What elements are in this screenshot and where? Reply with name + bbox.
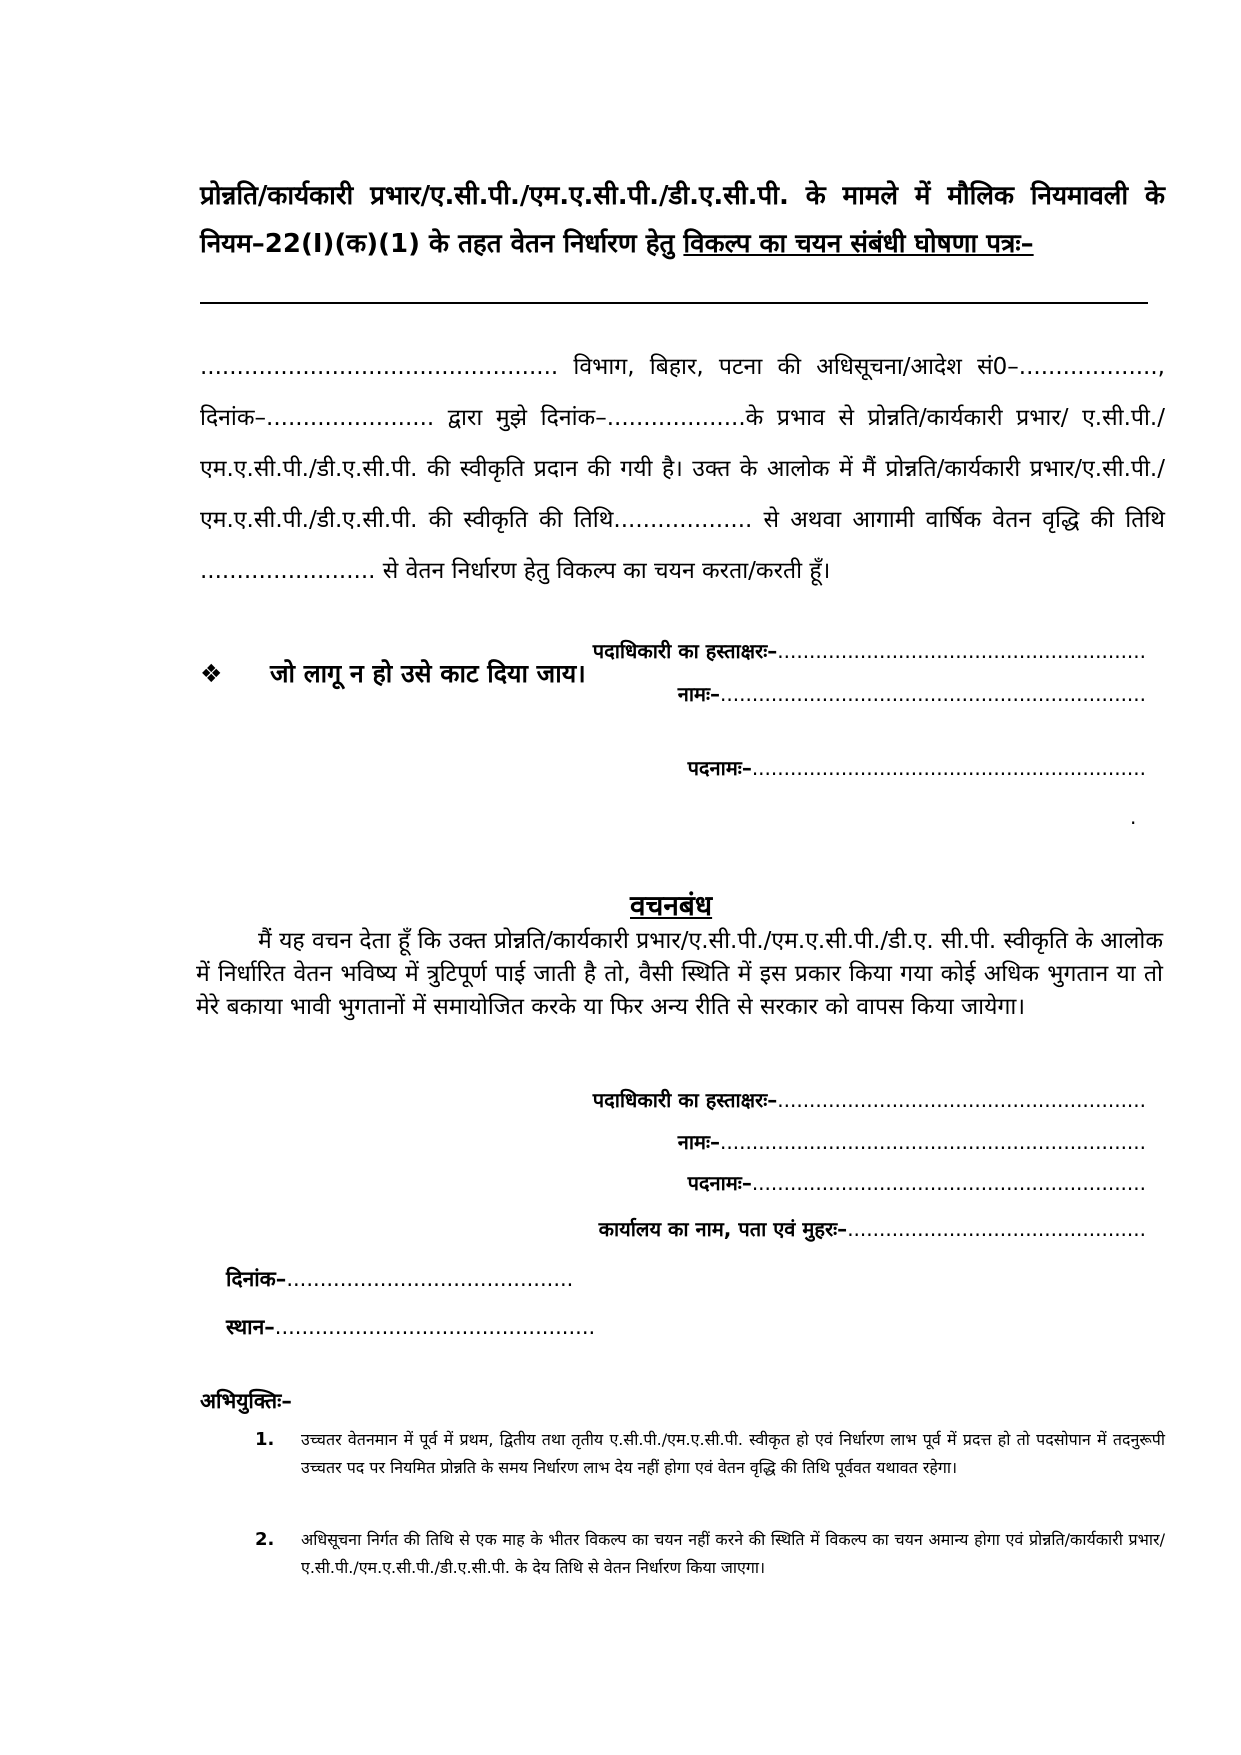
- undertaking-text: मैं यह वचन देता हूँ कि उक्त प्रोन्नति/कार्यकारी प्रभार/ए.सी.पी./एम.ए.सी.पी./डी.ए. सी.पी. स्वीकृति के आलोक में निर्धारित वेतन भविष्य में त्रुटिपूर्ण पाई जाती है तो, वैसी स्थिति में इस प्रकार किया गया कोई अधिक भुगतान या तो मेरे बकाया भावी भुगतानों में समायोजित करके या फिर अन्य रीति से सरकार को वापस किया जायेगा।: [196, 928, 1163, 1020]
- place-line: [226, 1313, 595, 1341]
- title-line-2: विकल्प का चयन संबंधी घोषणा पत्रः–: [683, 229, 1034, 259]
- date-label: दिनांक–: [226, 1267, 287, 1291]
- office-label: कार्यालय का नाम, पता एवं मुहरः–: [598, 1217, 848, 1241]
- diamond-bullet-icon: ❖: [200, 659, 223, 688]
- officer-designation-line-2: [688, 1169, 1146, 1196]
- remark-text: उच्चतर वेतनमान में पूर्व में प्रथम, द्वितीय तथा तृतीय ए.सी.पी./एम.ए.सी.पी. स्वीकृत हो एवं निर्धारण लाभ पूर्व में प्रदत्त हो तो पदसोपान में तदनुरूपी उच्चतर पद पर नियमित प्रोन्नति के समय निर्धारण लाभ देय नहीं होगा एवं वेतन वृद्धि की तिथि पूर्ववत यथावत रहेगा।: [301, 1430, 1165, 1477]
- remark-item: [255, 1526, 1165, 1582]
- note-text: जो लागू न हो उसे काट दिया जाय।: [270, 659, 586, 688]
- remark-number: 2.: [255, 1529, 275, 1550]
- remark-text: अधिसूचना निर्गत की तिथि से एक माह के भीतर विकल्प का चयन नहीं करने की स्थिति में विकल्प का चयन अमान्य होगा एवं प्रोन्नति/कार्यकारी प्रभार/ए.सी.पी./एम.ए.सी.पी./डी.ए.सी.पी. के देय तिथि से वेतन निर्धारण किया जाएगा।: [301, 1530, 1165, 1577]
- undertaking-title: वचनबंध: [630, 889, 713, 922]
- remark-number: 1.: [255, 1429, 275, 1450]
- officer-name-line-2: [678, 1128, 1146, 1155]
- title-line-1: प्रोन्नति/कार्यकारी प्रभार/ए.सी.पी./एम.ए.सी.पी./डी.ए.सी.पी. के मामले में मौलिक नियमावली के नियम–22(I)(क)(1) के तहत वेतन निर्धारण हेतु: [200, 181, 1165, 259]
- page-title: [200, 172, 1165, 268]
- remarks-label: अभियुक्तिः–: [200, 1389, 292, 1413]
- designation-blank: ..............................................................: [751, 1171, 1146, 1195]
- designation-blank: ..............................................................: [751, 756, 1146, 780]
- office-blank: ...............................................: [847, 1217, 1146, 1241]
- signature-label: पदाधिकारी का हस्ताक्षरः–: [592, 1088, 778, 1112]
- remark-item: [255, 1426, 1165, 1482]
- declaration-paragraph: [200, 342, 1165, 597]
- officer-signature-line-2: [593, 1086, 1146, 1113]
- officer-name-line-1: [678, 680, 1146, 707]
- title-underline-rule: [200, 302, 1148, 304]
- designation-label: पदनामः–: [687, 1171, 752, 1195]
- deletion-note: [200, 656, 586, 690]
- officer-designation-line-1: [688, 754, 1146, 781]
- place-label: स्थान–: [226, 1315, 275, 1339]
- name-blank: ...................................................................: [720, 682, 1146, 706]
- officer-signature-line-1: [593, 637, 1146, 664]
- signature-blank: ..........................................................: [777, 639, 1146, 663]
- office-seal-line: [599, 1215, 1146, 1242]
- name-blank: ...................................................................: [720, 1130, 1146, 1154]
- date-blank: ...........................................: [286, 1267, 574, 1291]
- signature-blank: ..........................................................: [777, 1088, 1146, 1112]
- designation-label: पदनामः–: [687, 756, 752, 780]
- name-label: नामः–: [677, 682, 721, 706]
- signature-label: पदाधिकारी का हस्ताक्षरः–: [592, 639, 778, 663]
- date-line: [226, 1265, 573, 1293]
- stray-mark: .: [1130, 805, 1137, 829]
- declaration-text: ................................................. विभाग, बिहार, पटना की अधिसूचना/आदेश सं0–..................., दिनांक–....................... द्वारा मुझे दिनांक–...................के प्रभाव से प्रोन्नति/कार्यकारी प्रभार/ ए.सी.पी./एम.ए.सी.पी./डी.ए.सी.पी. की स्वीकृति प्रदान की गयी है। उक्त के आलोक में मैं प्रोन्नति/कार्यकारी प्रभार/ए.सी.पी./एम.ए.सी.पी./डी.ए.सी.पी. की स्वीकृति की तिथि................... से अथवा आगामी वार्षिक वेतन वृद्धि की तिथि ........................ से वेतन निर्धारण हेतु विकल्प का चयन करता/करती हूँ।: [200, 354, 1165, 584]
- place-blank: ................................................: [274, 1315, 596, 1339]
- name-label: नामः–: [677, 1130, 721, 1154]
